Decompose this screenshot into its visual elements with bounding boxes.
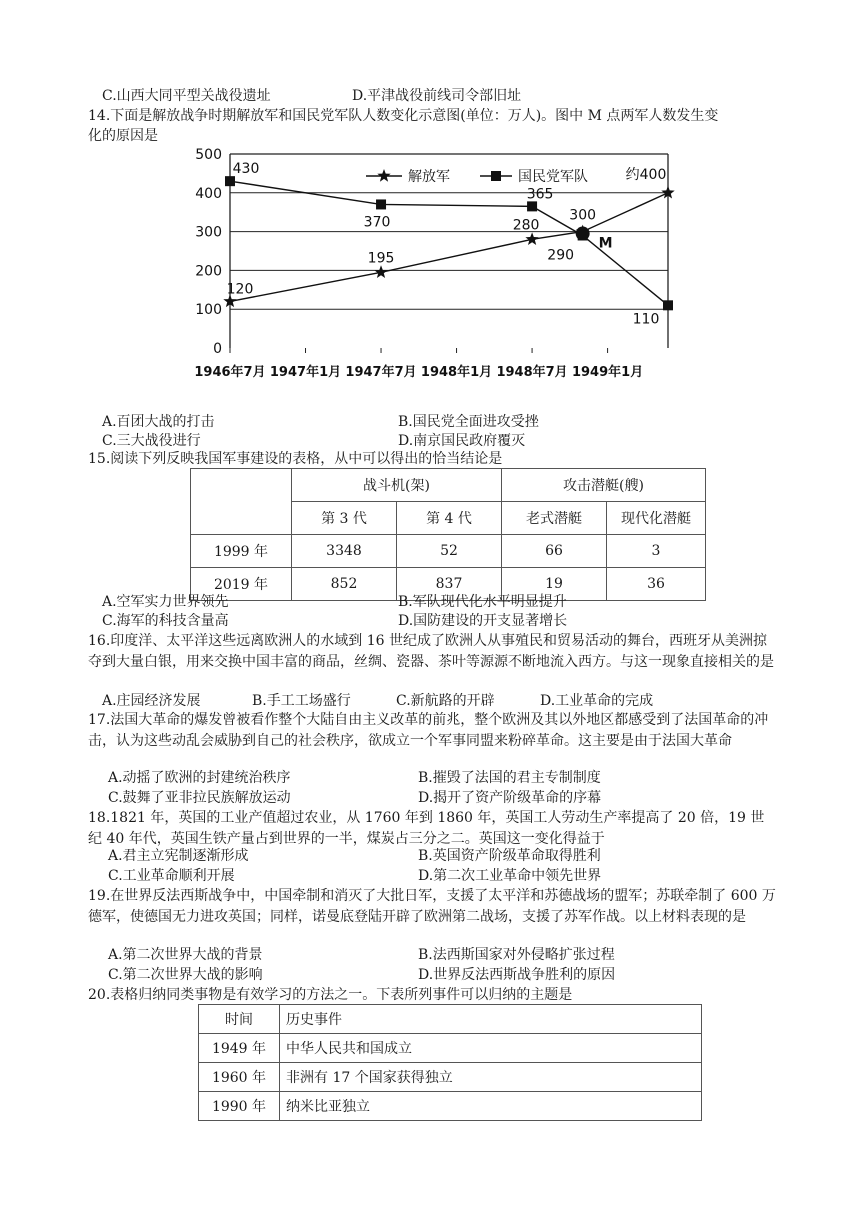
- chart-data-labels: [227, 161, 667, 327]
- q15-option-b[interactable]: B.军队现代化水平明显提升: [398, 594, 567, 610]
- group-header: 战斗机(架): [292, 469, 502, 502]
- data-label: 120: [226, 281, 254, 298]
- q14-option-c[interactable]: C.三大战役进行: [102, 433, 201, 449]
- chart-x-ticks: [194, 348, 643, 380]
- q18-option-b[interactable]: B.英国资产阶级革命取得胜利: [418, 848, 601, 864]
- square-marker: [527, 201, 537, 211]
- cell: 52: [397, 535, 502, 568]
- q14-stem-line1: 14.下面是解放战争时期解放军和国民党军队人数变化示意图(单位：万人)。图中 M 点两军人数发生变: [88, 108, 719, 124]
- q20-stem: 20.表格归纳同类事物是有效学习的方法之一。下表所列事件可以归纳的主题是: [88, 987, 573, 1003]
- sub-header: 第 3 代: [292, 502, 397, 535]
- table-row: [199, 1063, 702, 1092]
- q14-stem-line2: 化的原因是: [88, 128, 158, 144]
- header-time: 时间: [199, 1005, 280, 1034]
- row-event: 中华人民共和国成立: [280, 1034, 702, 1063]
- q14-option-b[interactable]: B.国民党全面进攻受挫: [398, 414, 539, 430]
- y-tick-label: 0: [213, 341, 222, 357]
- legend-star-icon: [377, 169, 390, 182]
- data-label: 280: [512, 217, 540, 234]
- q20-table: [198, 1004, 702, 1121]
- sub-header: 老式潜艇: [502, 502, 607, 535]
- x-tick-label: 1948年1月: [420, 365, 493, 380]
- data-label: 370: [363, 214, 391, 231]
- row-year: 1999 年: [191, 535, 292, 568]
- cell: 837: [397, 568, 502, 601]
- data-label: 195: [367, 250, 395, 267]
- point-m-label: M: [598, 235, 613, 252]
- data-label: 110: [632, 311, 660, 328]
- q17-option-a[interactable]: A.动摇了欧洲的封建统治秩序: [108, 770, 291, 786]
- cell: 3: [607, 535, 706, 568]
- data-label: 430: [232, 161, 260, 178]
- star-marker: [374, 265, 387, 278]
- q17-stem: 17.法国大革命的爆发曾被看作整个大陆自由主义改革的前兆，整个欧洲及其以外地区都感受到了法国革命的冲击，认为这些动乱会威胁到自己的社会秩序，欲成立一个军事同盟来粉碎革命。这主要是由于法国大革命: [88, 712, 769, 749]
- data-label: 约400: [625, 166, 667, 183]
- q17-option-b[interactable]: B.摧毁了法国的君主专制制度: [418, 770, 601, 786]
- q19-option-c[interactable]: C.第二次世界大战的影响: [108, 967, 263, 983]
- q14-option-a[interactable]: A.百团大战的打击: [102, 414, 215, 430]
- x-tick-label: 1947年7月: [345, 365, 417, 380]
- data-label: 290: [547, 247, 575, 264]
- q13-option-c[interactable]: C.山西大同平型关战役遗址: [102, 88, 271, 104]
- q15-table: [190, 468, 706, 601]
- row-time: 1990 年: [199, 1092, 280, 1121]
- x-tick-label: 1946年7月: [194, 365, 266, 380]
- row-time: 1949 年: [199, 1034, 280, 1063]
- chart-y-ticks: [195, 147, 222, 357]
- q16-option-b[interactable]: B.手工工场盛行: [252, 693, 351, 709]
- q16-option-a[interactable]: A.庄园经济发展: [102, 693, 201, 709]
- q15-option-a[interactable]: A.空军实力世界领先: [102, 594, 229, 610]
- square-marker: [663, 300, 673, 310]
- q19-option-a[interactable]: A.第二次世界大战的背景: [108, 947, 263, 963]
- y-tick-label: 200: [195, 263, 222, 280]
- chart-legend: [366, 168, 588, 185]
- q16-option-c[interactable]: C.新航路的开辟: [396, 693, 495, 709]
- q17-option-d[interactable]: D.揭开了资产阶级革命的序幕: [418, 790, 602, 806]
- q13-option-d[interactable]: D.平津战役前线司令部旧址: [352, 88, 522, 104]
- y-tick-label: 500: [195, 147, 222, 163]
- q19-option-d[interactable]: D.世界反法西斯战争胜利的原因: [418, 967, 616, 983]
- cell: 852: [292, 568, 397, 601]
- q18-option-c[interactable]: C.工业革命顺利开展: [108, 868, 235, 884]
- square-marker: [376, 199, 386, 209]
- x-tick-label: 1947年1月: [269, 365, 342, 380]
- table-row: [199, 1034, 702, 1063]
- troop-chart: [190, 140, 690, 385]
- table-row: [191, 535, 706, 568]
- q16-stem: 16.印度洋、太平洋这些远离欧洲人的水域到 16 世纪成了欧洲人从事殖民和贸易活动的舞台，西班牙从美洲掠夺到大量白银，用来交换中国丰富的商品，丝绸、瓷器、茶叶等源源不断地流入西方。与这一现象直接相关的是: [88, 633, 774, 670]
- row-year: 2019 年: [191, 568, 292, 601]
- q15-option-c[interactable]: C.海军的科技含量高: [102, 613, 229, 629]
- y-tick-label: 300: [195, 224, 222, 241]
- q19-stem: 19.在世界反法西斯战争中，中国牵制和消灭了大批日军，支援了太平洋和苏德战场的盟军；苏联牵制了 600 万德军，使德国无力进攻英国；同样，诺曼底登陆开辟了欧洲第二战场，支援了苏军作战。以上材料表现的是: [88, 888, 776, 925]
- x-tick-label: 1949年1月: [571, 365, 644, 380]
- group-header: 攻击潜艇(艘): [502, 469, 706, 502]
- q18-stem: 18.1821 年，英国的工业产值超过农业，从 1760 年到 1860 年，英国工人劳动生产率提高了 20 倍，19 世纪 40 年代，英国生铁产量占到世界的一半，煤炭占三分之二。英国这一变化得益于: [88, 810, 765, 847]
- table-row: [199, 1092, 702, 1121]
- q14-option-d[interactable]: D.南京国民政府覆灭: [398, 433, 526, 449]
- q18-option-a[interactable]: A.君主立宪制逐渐形成: [108, 848, 249, 864]
- sub-header: 第 4 代: [397, 502, 502, 535]
- y-tick-label: 400: [195, 185, 222, 202]
- q15-option-d[interactable]: D.国防建设的开支显著增长: [398, 613, 568, 629]
- cell: 3348: [292, 535, 397, 568]
- q19-option-b[interactable]: B.法西斯国家对外侵略扩张过程: [418, 947, 615, 963]
- q15-stem: 15.阅读下列反映我国军事建设的表格，从中可以得出的恰当结论是: [88, 451, 503, 467]
- cell: 19: [502, 568, 607, 601]
- data-label: 365: [526, 186, 554, 203]
- legend-label: 解放军: [408, 169, 450, 185]
- row-event: 纳米比亚独立: [280, 1092, 702, 1121]
- sub-header: 现代化潜艇: [607, 502, 706, 535]
- intersection-point: [576, 227, 590, 241]
- x-tick-label: 1948年7月: [496, 365, 568, 380]
- q18-option-d[interactable]: D.第二次工业革命中领先世界: [418, 868, 602, 884]
- square-marker: [225, 176, 235, 186]
- cell: 36: [607, 568, 706, 601]
- data-label: 300: [569, 207, 597, 224]
- table-corner: [191, 469, 292, 535]
- cell: 66: [502, 535, 607, 568]
- row-event: 非洲有 17 个国家获得独立: [280, 1063, 702, 1092]
- legend-label: 国民党军队: [518, 169, 588, 185]
- row-time: 1960 年: [199, 1063, 280, 1092]
- q16-option-d[interactable]: D.工业革命的完成: [540, 693, 654, 709]
- y-tick-label: 100: [195, 302, 222, 319]
- q17-option-c[interactable]: C.鼓舞了亚非拉民族解放运动: [108, 790, 291, 806]
- header-event: 历史事件: [280, 1005, 702, 1034]
- star-marker: [525, 232, 538, 245]
- legend-square-icon: [491, 171, 501, 181]
